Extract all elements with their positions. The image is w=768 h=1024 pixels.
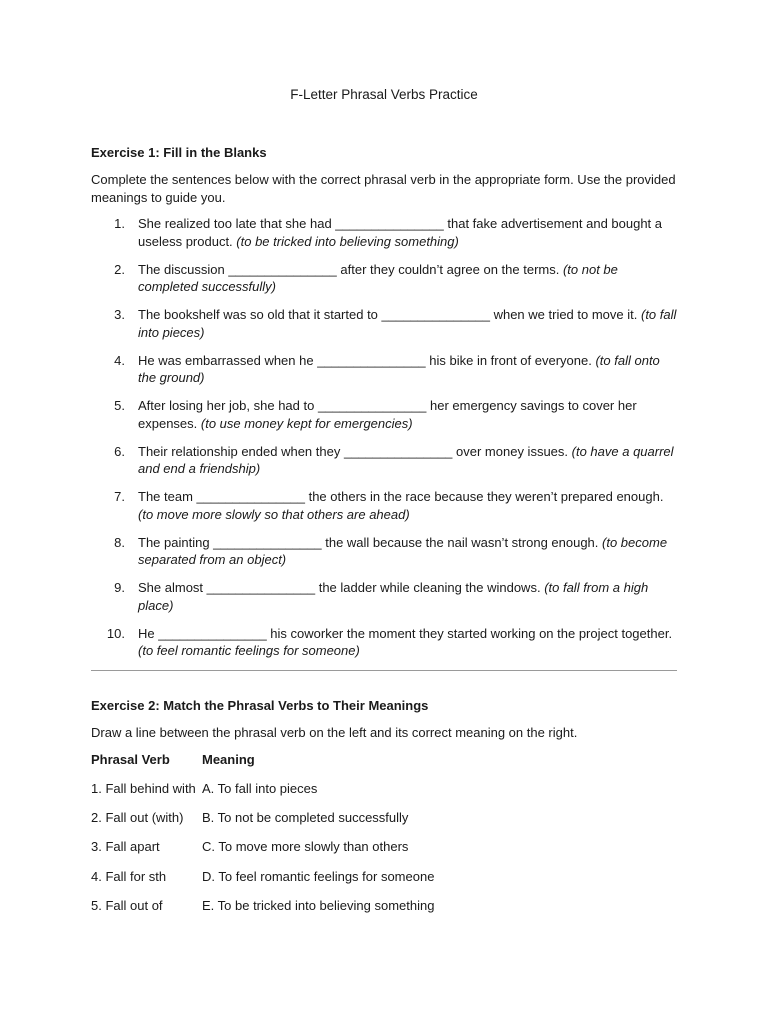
phrasal-verb-cell: 4. Fall for sth [91, 868, 167, 884]
list-item [91, 488, 681, 523]
item-number: 1. [114, 216, 125, 231]
item-number: 4. [114, 352, 125, 368]
table-row [91, 868, 434, 897]
list-item [91, 397, 681, 432]
item-sentence: He was embarrassed when he _______________ his bike in front of everyone. [138, 352, 596, 368]
table-row [91, 897, 434, 926]
list-item [91, 306, 681, 341]
list-item [91, 261, 681, 296]
item-number: 7. [114, 489, 125, 504]
list-item [91, 625, 681, 660]
column-header-meaning: Meaning [202, 751, 255, 767]
list-item [91, 215, 681, 250]
meaning-cell: C. To move more slowly than others [202, 839, 409, 855]
table-row [91, 780, 434, 809]
phrasal-verb-cell: 3. Fall apart [91, 839, 160, 855]
list-item [91, 352, 681, 387]
item-sentence: The bookshelf was so old that it started to _______________ when we tried to move it. [138, 307, 641, 322]
section-divider [91, 670, 677, 671]
list-item [91, 579, 681, 614]
item-number: 9. [114, 580, 125, 595]
item-hint: (to fall onto the ground) [138, 352, 660, 385]
phrasal-verb-cell: 5. Fall out of [91, 897, 163, 913]
item-hint: (to become separated from an object) [138, 534, 668, 567]
item-number: 2. [114, 261, 125, 277]
table-header-row [91, 751, 434, 780]
phrasal-verb-cell: 2. Fall out (with) [91, 810, 184, 826]
item-sentence: He _______________ his coworker the moment they started working on the project together. [138, 625, 673, 641]
item-hint: (to have a quarrel and end a friendship) [138, 443, 674, 476]
item-sentence: The painting _______________ the wall because the nail wasn’t strong enough. [138, 534, 603, 550]
item-number: 5. [114, 398, 125, 413]
exercise-1-list [91, 215, 681, 660]
list-item [91, 534, 681, 569]
matching-table [91, 751, 434, 927]
exercise-1-heading: Exercise 1: Fill in the Blanks [91, 145, 267, 160]
item-hint: (to fall into pieces) [138, 307, 677, 340]
item-sentence: The team _______________ the others in the race because they weren’t prepared enough. [138, 489, 664, 504]
meaning-cell: A. To fall into pieces [202, 780, 318, 796]
item-hint: (to fall from a high place) [138, 580, 649, 613]
item-sentence: Their relationship ended when they _______________ over money issues. [138, 443, 572, 459]
item-sentence: The discussion _______________ after they couldn’t agree on the terms. [138, 261, 563, 277]
meaning-cell: D. To feel romantic feelings for someone [202, 868, 435, 884]
item-number: 8. [114, 534, 125, 550]
table-row [91, 809, 434, 838]
column-header-phrasal-verb: Phrasal Verb [91, 751, 170, 767]
item-hint: (to move more slowly so that others are ahead) [138, 506, 410, 522]
item-hint: (to not be completed successfully) [138, 261, 618, 294]
item-sentence: She realized too late that she had _______________ that fake advertisement and bought a useless product. [138, 216, 663, 249]
item-sentence: She almost _______________ the ladder while cleaning the windows. [138, 580, 545, 595]
exercise-1-section [91, 144, 681, 660]
list-item [91, 443, 681, 478]
item-hint: (to be tricked into believing something) [236, 233, 459, 249]
exercise-2-instructions: Draw a line between the phrasal verb on the left and its correct meaning on the right. [91, 725, 578, 740]
exercise-2-heading: Exercise 2: Match the Phrasal Verbs to Their Meanings [91, 698, 429, 713]
meaning-cell: B. To not be completed successfully [202, 810, 409, 826]
document-title: F-Letter Phrasal Verbs Practice [290, 87, 478, 102]
table-row [91, 838, 434, 867]
phrasal-verb-cell: 1. Fall behind with [91, 780, 196, 796]
item-number: 6. [114, 443, 125, 459]
item-hint: (to feel romantic feelings for someone) [138, 643, 360, 658]
item-sentence: After losing her job, she had to _______________ her emergency savings to cover her expenses. [138, 398, 637, 431]
exercise-2-section [91, 697, 681, 926]
document-body [91, 144, 681, 926]
meaning-cell: E. To be tricked into believing something [202, 897, 435, 913]
exercise-1-instructions: Complete the sentences below with the correct phrasal verb in the appropriate form. Use the provided meanings to guide you. [91, 172, 676, 205]
item-number: 3. [114, 307, 125, 322]
item-number: 10. [106, 625, 125, 641]
item-hint: (to use money kept for emergencies) [200, 415, 413, 431]
